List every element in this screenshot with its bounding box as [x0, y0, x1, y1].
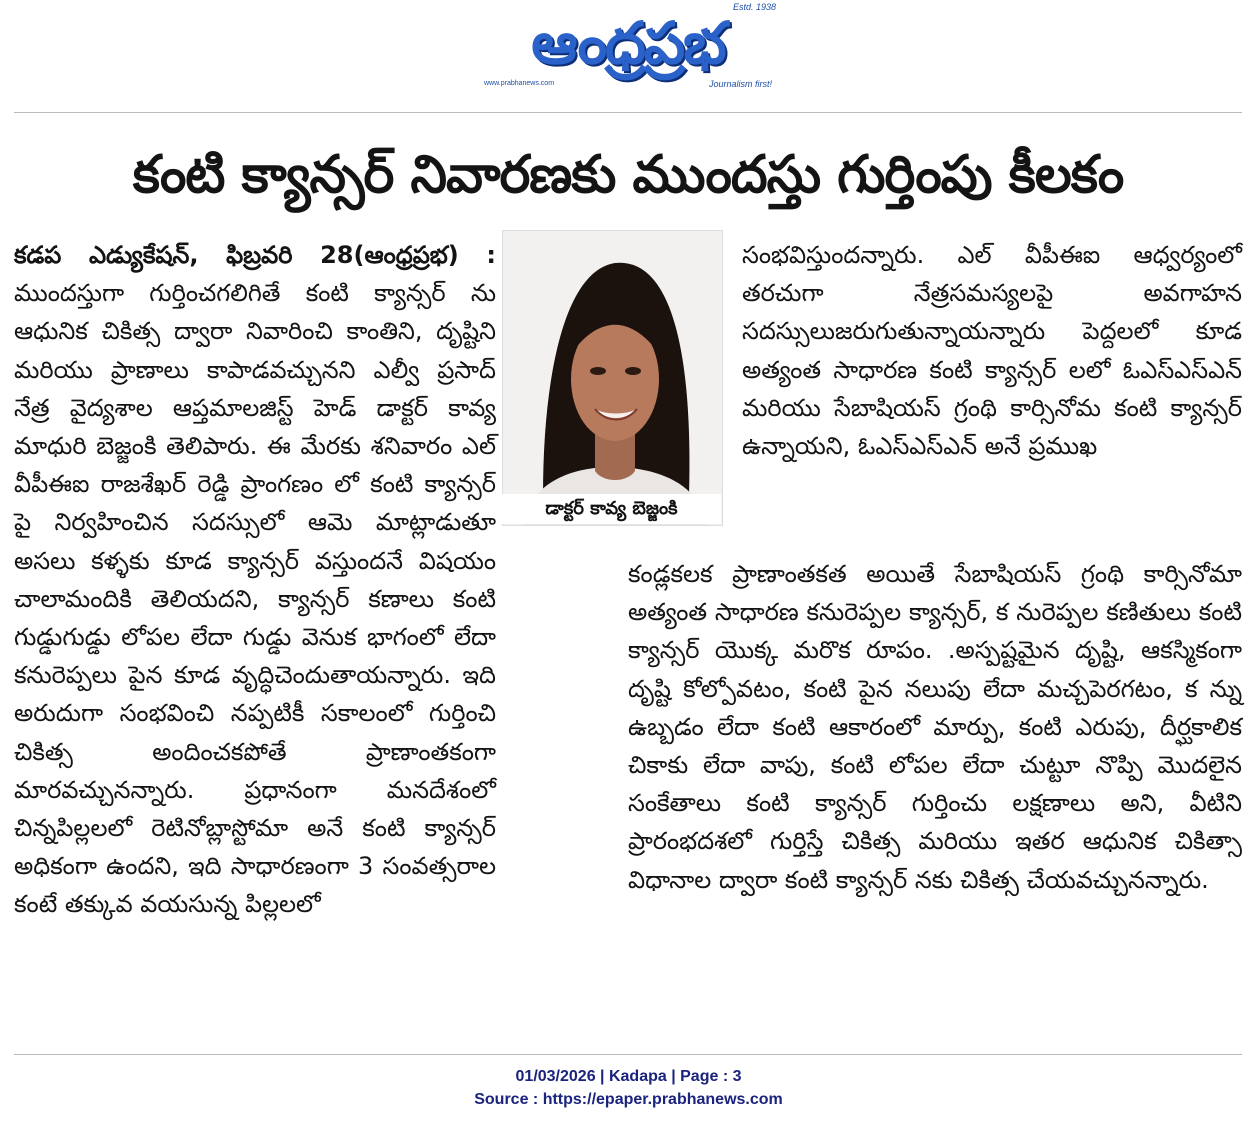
- footer-source-link[interactable]: Source : https://epaper.prabhanews.com: [474, 1091, 783, 1108]
- footer-divider: [14, 1054, 1242, 1055]
- article-headline: కంటి క్యాన్సర్ నివారణకు ముందస్తు గుర్తింపు కీలకం: [132, 145, 1124, 205]
- article-column-1-text: ముందస్తుగా గుర్తించగలిగితే కంటి క్యాన్సర్ ను ఆధునిక చికిత్స ద్వారా నివారించి కాంతిని, దృష్టిని మరియు ప్రాణాలు కాపాడవచ్చునని ఎల్వీ ప్రసాద్ నేత్ర వైద్యశాల ఆప్తమాలజిస్ట్ హెడ్ డాక్టర్ కావ్య మాధురి బెజ్జంకి తెలిపారు. ఈ మేరకు శనివారం ఎల్ వీపీఈఐ రాజశేఖర్ రెడ్డి ప్రాంగణం లో కంటి క్యాన్సర్ పై నిర్వహించిన సదస్సులో ఆమె మాట్లాడుతూ అసలు కళ్ళకు కూడ క్యాన్సర్ వస్తుందనే విషయం చాలామందికి తెలియదని, క్యాన్సర్ కణాలు కంటి గుడ్డుగుడ్డు లోపల లేదా గుడ్డు వెనుక భాగంలో లేదా కనురెప్పలు పైన కూడ వృద్ధిచెందుతాయన్నారు. ఇది అరుదుగా సంభవించి నప్పటికీ సకాలంలో గుర్తించి చికిత్స అందించకపోతే ప్రాణాంతకంగా మారవచ్చునన్నారు. ప్రధానంగా మనదేశంలో చిన్నపిల్లలలో రెటినోబ్లాస్టోమా అనే కంటి క్యాన్సర్ అధికంగా ఉందని, ఇది సాధారణంగా 3 సంవత్సరాల కంటే తక్కువ వయసున్న పిల్లలలో: [14, 279, 496, 919]
- photo-caption: డాక్టర్ కావ్య బెజ్జంకి: [502, 494, 721, 524]
- portrait-image: [503, 231, 722, 525]
- masthead-divider: [14, 112, 1242, 113]
- article-column-2-3: కండ్లకలక ప్రాణాంతకత అయితే సేబాషియస్ గ్రంథి కార్సినోమా అత్యంత సాధారణ కనురెప్పల క్యాన్సర్, క నురెప్పల కణితులు కంటి క్యాన్సర్ యొక్క మరొక రూపం. .అస్పష్టమైన దృష్టి, ఆకస్మికంగా దృష్టి కోల్పోవటం, కంటి పైన నలుపు లేదా మచ్చపెరగటం, క న్ను ఉబ్బడం లేదా కంటి ఆకారంలో మార్పు, కంటి ఎరుపు, దీర్ఘకాలిక చికాకు లేదా వాపు, కంటి లోపల లేదా చుట్టూ నొప్పి మొదలైన సంకేతాలు కంటి క్యాన్సర్ గుర్తించు లక్షణాలు అని, వీటిని ప్రారంభదశలో గుర్తిస్తే చికిత్స మరియు ఇతర ఆధునిక చికిత్సా విధానాల ద్వారా కంటి క్యాన్సర్ నకు చికిత్స చేయవచ్చునన్నారు.: [628, 560, 1242, 894]
- newspaper-logo: ఆంధ్రప్రభ: [531, 9, 725, 77]
- masthead-estd: Estd. 1938: [732, 2, 776, 12]
- article-column-1: [14, 236, 496, 924]
- doctor-photo: [502, 230, 723, 526]
- footer-date-edition-page: 01/03/2026 | Kadapa | Page : 3: [515, 1068, 742, 1085]
- masthead-tagline: Journalism first!: [708, 79, 772, 89]
- masthead: [478, 0, 778, 100]
- article-dateline: కడప ఎడ్యుకేషన్, ఫిబ్రవరి 28(ఆంధ్రప్రభ) :: [14, 241, 496, 269]
- masthead-website: www.prabhanews.com: [484, 80, 555, 87]
- article-column-3: సంభవిస్తుందన్నారు. ఎల్ వీపీఈఐ ఆధ్వర్యంలో తరచుగా నేత్రసమస్యలపై అవగా‍హన సదస్సులుజరుగుతున్నాయన్నారు పెద్దలలో కూడ అత్యంత సాధారణ కంటి క్యాన్సర్ లలో ఓఎస్ఎస్ఎన్ మరియు సేబాషియస్ గ్రంథి కార్సినోమ కంటి క్యాన్సర్ ఉన్నాయని, ఓఎస్ఎస్ఎన్ అనే ప్రముఖ: [742, 241, 1242, 461]
